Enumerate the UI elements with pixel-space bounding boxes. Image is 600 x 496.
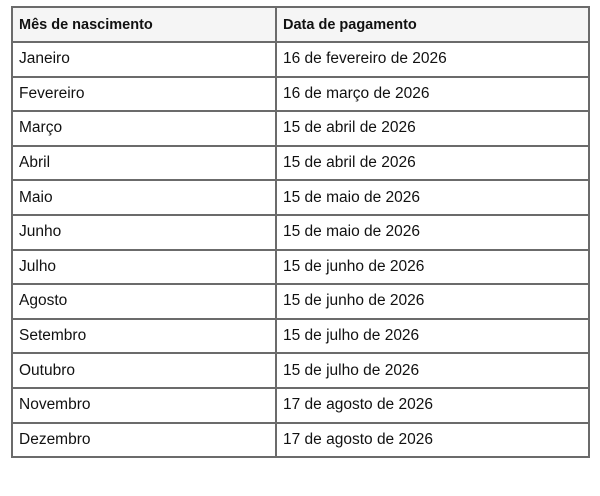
payment-date-cell: 15 de maio de 2026: [276, 180, 589, 215]
payment-date-cell: 16 de fevereiro de 2026: [276, 42, 589, 77]
payment-date-cell: 15 de abril de 2026: [276, 111, 589, 146]
payment-date-cell: 15 de julho de 2026: [276, 319, 589, 354]
birth-month-cell: Julho: [12, 250, 276, 285]
header-payment-date: Data de pagamento: [276, 7, 589, 42]
table-row: [12, 111, 589, 146]
payment-date-cell: 15 de maio de 2026: [276, 215, 589, 250]
header-birth-month: Mês de nascimento: [12, 7, 276, 42]
table-row: [12, 423, 589, 458]
table-row: [12, 353, 589, 388]
table-row: [12, 388, 589, 423]
table-row: [12, 77, 589, 112]
payment-date-cell: 17 de agosto de 2026: [276, 388, 589, 423]
birth-month-cell: Novembro: [12, 388, 276, 423]
birth-month-cell: Abril: [12, 146, 276, 181]
table-row: [12, 284, 589, 319]
birth-month-cell: Maio: [12, 180, 276, 215]
table-row: [12, 250, 589, 285]
payment-date-cell: 16 de março de 2026: [276, 77, 589, 112]
birth-month-cell: Fevereiro: [12, 77, 276, 112]
table-row: [12, 42, 589, 77]
payment-date-cell: 15 de julho de 2026: [276, 353, 589, 388]
birth-month-cell: Dezembro: [12, 423, 276, 458]
birth-month-cell: Janeiro: [12, 42, 276, 77]
table-row: [12, 146, 589, 181]
birth-month-cell: Agosto: [12, 284, 276, 319]
birth-month-cell: Setembro: [12, 319, 276, 354]
birth-month-cell: Março: [12, 111, 276, 146]
payment-schedule-table: [11, 6, 590, 458]
payment-date-cell: 15 de junho de 2026: [276, 250, 589, 285]
payment-date-cell: 17 de agosto de 2026: [276, 423, 589, 458]
birth-month-cell: Outubro: [12, 353, 276, 388]
table-header-row: [12, 7, 589, 42]
table-row: [12, 215, 589, 250]
birth-month-cell: Junho: [12, 215, 276, 250]
table-row: [12, 319, 589, 354]
table-row: [12, 180, 589, 215]
payment-schedule-container: [11, 6, 588, 458]
payment-date-cell: 15 de abril de 2026: [276, 146, 589, 181]
payment-date-cell: 15 de junho de 2026: [276, 284, 589, 319]
